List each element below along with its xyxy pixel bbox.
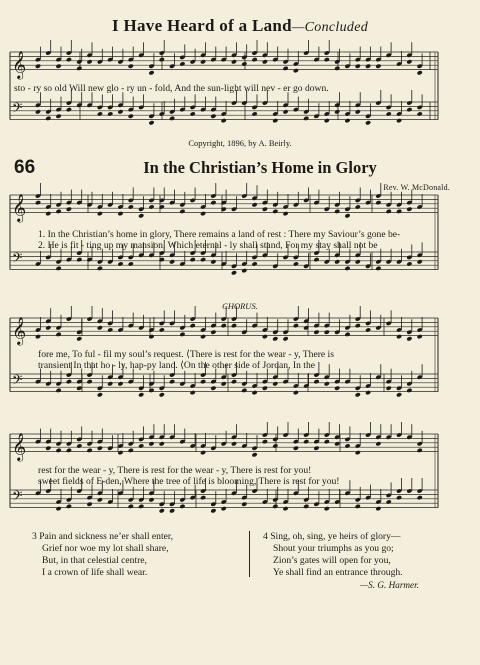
verse-3-line-1: 3 Pain and sickness ne’er shall enter, [32, 531, 174, 542]
copyright-text: Copyright, 1896, by A. Beirly. [188, 138, 292, 148]
hymn-author: Rev. W. McDonald. [383, 183, 450, 192]
chorus-label: CHORUS. [222, 301, 258, 311]
hymn-title: In the Christian’s Home in Glory [143, 158, 377, 177]
verse-3-line-4: I a crown of life shall wear. [42, 567, 148, 578]
verse2-line1: 2. He is fit - ting up my mansion, Which eternal - ly shall stand, For my stay shall not be [38, 240, 378, 251]
verse-divider [249, 531, 250, 577]
svg-text:𝄢: 𝄢 [12, 372, 23, 392]
verse1-line2: fore me, To ful - fil my soul’s request. ⟨There is rest for the wear - y, There is [38, 349, 334, 360]
svg-text:𝄞: 𝄞 [12, 50, 27, 79]
system1-lyrics: sto - ry so old Will new glo - ry un - fold, And the sun-light will nev - er go down. [14, 83, 329, 94]
verse-4-line-3: Zion’s gates will open for you, [273, 555, 391, 566]
svg-text:𝄢: 𝄢 [12, 488, 23, 508]
svg-text:𝄢: 𝄢 [12, 100, 23, 120]
svg-text:𝄞: 𝄞 [12, 193, 27, 222]
verse-3 [32, 531, 173, 579]
hymn-title-concluded: I Have Heard of a Land [111, 16, 292, 35]
svg-text:𝄞: 𝄞 [12, 316, 27, 345]
verse2-line3: sweet fields of E-den, Where the tree of life is blooming, There is rest for you! [38, 476, 340, 487]
verse2-line2: transient In that ho - ly, hap-py land. ⟨On the other side of Jordan, In the [38, 360, 316, 371]
verse-4 [263, 531, 403, 579]
verse-3-line-3: But, in that celestial centre, [42, 555, 147, 566]
hymn-number: 66 [14, 157, 36, 178]
verse-4-line-4: Ye shall find an entrance through. [273, 567, 403, 578]
verse-4-line-2: Shout your triumphs as you go; [273, 543, 394, 554]
verse-credit: —S. G. Harmer. [360, 580, 419, 590]
title-suffix: —Concluded [291, 20, 369, 35]
verse1-line1: 1. In the Christian’s home in glory, There remains a land of rest : There my Saviour’s gone be- [38, 229, 401, 240]
verse1-line3: rest for the wear - y, There is rest for the wear - y, There is rest for you! [38, 465, 312, 476]
verse-3-line-2: Grief nor woe my lot shall share, [42, 543, 169, 554]
verse-4-line-1: 4 Sing, oh, sing, ye heirs of glory— [263, 531, 401, 542]
svg-text:𝄞: 𝄞 [12, 432, 27, 461]
svg-text:𝄢: 𝄢 [12, 250, 23, 270]
